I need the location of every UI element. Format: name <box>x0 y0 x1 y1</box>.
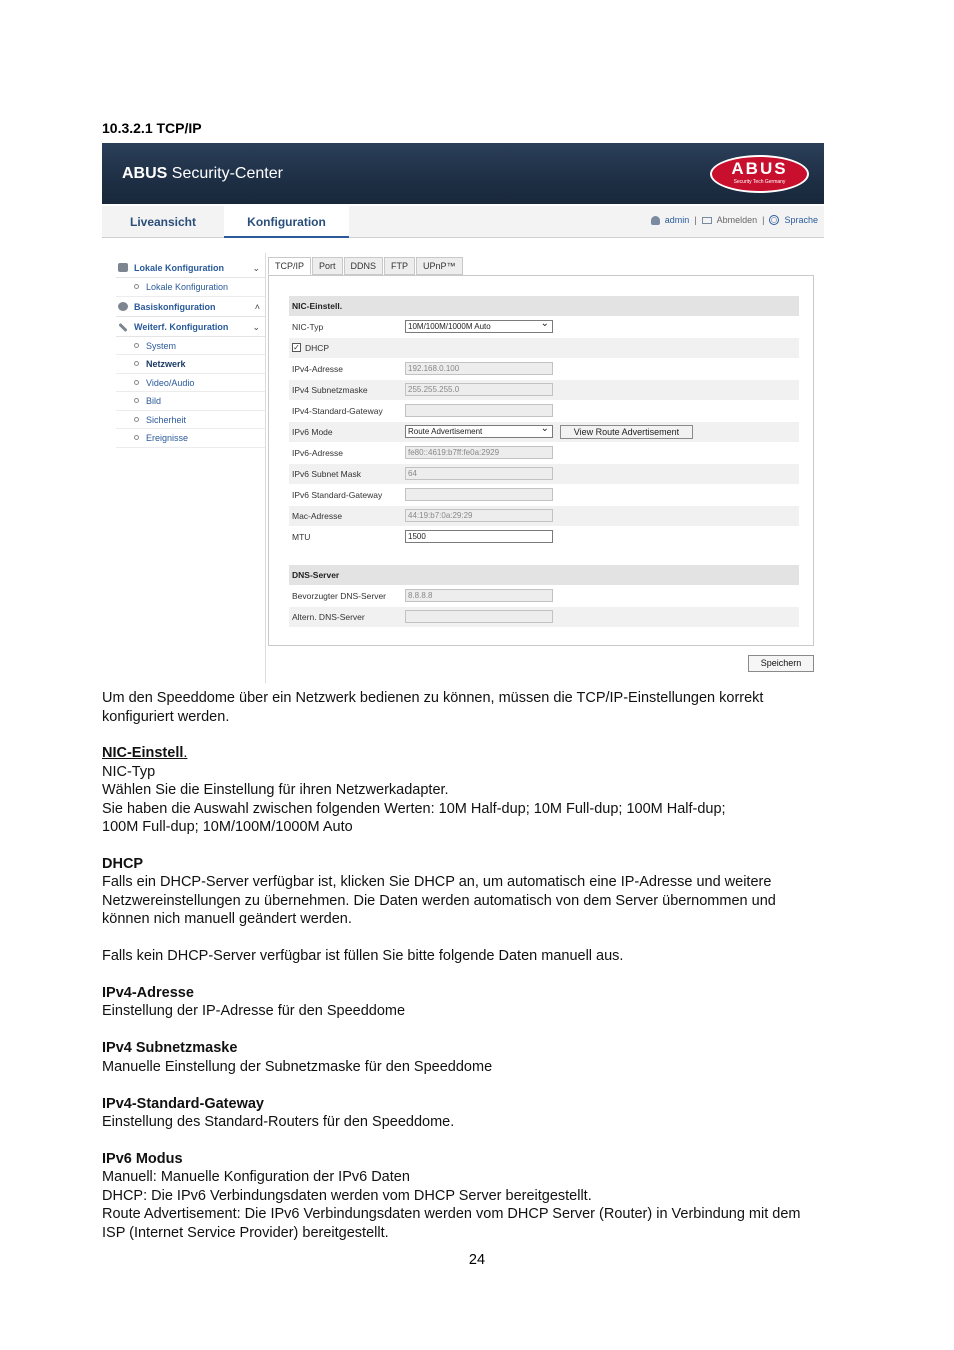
mac-row: Mac-Adresse 44:19:b7:0a:29:29 <box>289 506 799 526</box>
nic-type-select[interactable]: 10M/100M/1000M Auto ⌄ <box>405 320 553 333</box>
ipv4-text: Einstellung der IP-Adresse für den Speeddome <box>102 1003 406 1019</box>
manual-text: Falls kein DHCP-Server verfügbar ist füllen Sie bitte folgende Daten manuell aus. <box>102 948 624 964</box>
sidebar-item-sicherheit[interactable]: Sicherheit <box>116 411 266 430</box>
tcpip-panel <box>268 275 814 646</box>
sidebar-item-video-audio[interactable]: Video/Audio <box>116 374 266 393</box>
ipv6-row: IPv6-Adresse fe80::4619:b7ff:fe0a:2929 <box>289 443 799 463</box>
dhcp-text-3: können nich manuell geändert werden. <box>102 911 352 927</box>
abus-logo: ABUS Security Tech Germany <box>710 155 809 193</box>
ipv6-mask-row: IPv6 Subnet Mask 64 <box>289 464 799 484</box>
nic-type-row: NIC-Typ 10M/100M/1000M Auto ⌄ <box>289 317 799 337</box>
dhcp-text-2: Netzwereinstellungen zu übernehmen. Die Daten werden automatisch von dem Server übernommen und <box>102 893 776 909</box>
subtabs <box>268 257 463 275</box>
sidebar-item-local-config[interactable]: Lokale Konfiguration <box>116 278 266 297</box>
dns-section-header: DNS-Server <box>289 565 799 585</box>
subnet-field[interactable]: 255.255.255.0 <box>405 383 553 396</box>
tab-port[interactable]: Port <box>312 257 343 275</box>
wrench-icon <box>118 322 127 331</box>
gateway-text: Einstellung des Standard-Routers für den Speeddome. <box>102 1114 455 1130</box>
sidebar-item-netzwerk[interactable]: Netzwerk <box>116 355 266 374</box>
mac-field: 44:19:b7:0a:29:29 <box>405 509 553 522</box>
sidebar-divider <box>265 253 266 683</box>
nic-subtitle: NIC-Typ <box>102 764 156 780</box>
nic-text-2: Sie haben die Auswahl zwischen folgenden Werten: 10M Half-dup; 10M Full-dup; 100M Half-dup; <box>102 801 726 817</box>
language-link[interactable]: Sprache <box>784 215 818 225</box>
sidebar-item-system[interactable]: System <box>116 337 266 356</box>
tab-ddns[interactable]: DDNS <box>344 257 384 275</box>
user-menu: admin | Abmelden | Sprache <box>651 215 818 225</box>
section-heading: 10.3.2.1 TCP/IP <box>102 120 202 136</box>
sidebar-item-ereignisse[interactable]: Ereignisse <box>116 429 266 448</box>
tab-upnp[interactable]: UPnP™ <box>416 257 463 275</box>
ipv6-mode-select[interactable]: Route Advertisement ⌄ <box>405 425 553 438</box>
sidebar-group-local[interactable]: Lokale Konfiguration ⌄ <box>116 258 266 278</box>
nic-title: NIC-Einstell. <box>102 745 188 761</box>
ipv6-mode-row: IPv6 Mode Route Advertisement ⌄ View Route Advertisement <box>289 422 799 442</box>
dhcp-title: DHCP <box>102 856 144 872</box>
ipv6-text-1: Manuell: Manuelle Konfiguration der IPv6 Daten <box>102 1169 410 1185</box>
nic-section-header: NIC-Einstell. <box>289 296 799 316</box>
ipv6-gateway-row: IPv6 Standard-Gateway <box>289 485 799 505</box>
dns2-row: Altern. DNS-Server <box>289 607 799 627</box>
intro-line-1: Um den Speeddome über ein Netzwerk bedienen zu können, müssen die TCP/IP-Einstellungen korrekt <box>102 690 764 706</box>
subnet-row: IPv4 Subnetzmaske 255.255.255.0 <box>289 380 799 400</box>
mtu-row: MTU 1500 <box>289 527 799 547</box>
nic-text-1: Wählen Sie die Einstellung für ihren Netzwerkadapter. <box>102 782 449 798</box>
intro-line-2: konfiguriert werden. <box>102 709 230 725</box>
main-nav <box>102 206 824 238</box>
logout-icon <box>702 217 712 224</box>
mtu-field[interactable]: 1500 <box>405 530 553 543</box>
app-title: ABUS Security-Center <box>122 165 283 182</box>
logout-link[interactable]: Abmelden <box>716 215 758 225</box>
gateway-title: IPv4-Standard-Gateway <box>102 1096 264 1112</box>
tab-liveansicht[interactable]: Liveansicht <box>129 215 197 229</box>
ipv6-title: IPv6 Modus <box>102 1151 183 1167</box>
sidebar <box>116 258 266 448</box>
globe-icon <box>769 215 779 225</box>
ipv6-gateway-field[interactable] <box>405 488 553 501</box>
tab-tcpip[interactable]: TCP/IP <box>268 257 311 275</box>
user-icon <box>651 216 660 225</box>
ipv6-mask-field[interactable]: 64 <box>405 467 553 480</box>
ipv6-text-3: Route Advertisement: Die IPv6 Verbindungsdaten werden vom DHCP Server (Router) in Verbindung mit dem <box>102 1206 801 1222</box>
ipv6-text-2: DHCP: Die IPv6 Verbindungsdaten werden vom DHCP Server bereitgestellt. <box>102 1188 592 1204</box>
screenshot-figure <box>102 143 824 683</box>
dns1-row: Bevorzugter DNS-Server 8.8.8.8 <box>289 586 799 606</box>
sidebar-item-bild[interactable]: Bild <box>116 392 266 411</box>
app-header <box>102 143 824 204</box>
dhcp-text-1: Falls ein DHCP-Server verfügbar ist, klicken Sie DHCP an, um automatisch eine IP-Adresse und weitere <box>102 874 772 890</box>
dhcp-row: ✓ DHCP <box>289 338 799 358</box>
ipv4-title: IPv4-Adresse <box>102 985 194 1001</box>
sidebar-group-basic[interactable]: Basiskonfiguration ˄ <box>116 297 266 317</box>
ipv4-field[interactable]: 192.168.0.100 <box>405 362 553 375</box>
save-button[interactable]: Speichern <box>748 655 814 672</box>
dns2-field[interactable] <box>405 610 553 623</box>
page-number: 24 <box>468 1252 486 1268</box>
dns1-field[interactable]: 8.8.8.8 <box>405 589 553 602</box>
gateway-field[interactable] <box>405 404 553 417</box>
tab-ftp[interactable]: FTP <box>384 257 415 275</box>
ipv6-text-4: ISP (Internet Service Provider) bereitgestellt. <box>102 1225 389 1241</box>
ipv4-row: IPv4-Adresse 192.168.0.100 <box>289 359 799 379</box>
monitor-icon <box>118 263 128 272</box>
tab-konfiguration[interactable]: Konfiguration <box>224 206 349 238</box>
gateway-row: IPv4-Standard-Gateway <box>289 401 799 421</box>
ipv6-field[interactable]: fe80::4619:b7ff:fe0a:2929 <box>405 446 553 459</box>
gear-icon <box>118 302 128 311</box>
user-link[interactable]: admin <box>664 215 690 225</box>
mask-title: IPv4 Subnetzmaske <box>102 1040 238 1056</box>
view-route-button[interactable]: View Route Advertisement <box>560 425 693 439</box>
nic-text-3: 100M Full-dup; 10M/100M/1000M Auto <box>102 819 353 835</box>
dhcp-checkbox[interactable]: ✓ <box>293 343 300 352</box>
sidebar-group-advanced[interactable]: Weiterf. Konfiguration ⌄ <box>116 317 266 337</box>
mask-text: Manuelle Einstellung der Subnetzmaske für den Speeddome <box>102 1059 493 1075</box>
